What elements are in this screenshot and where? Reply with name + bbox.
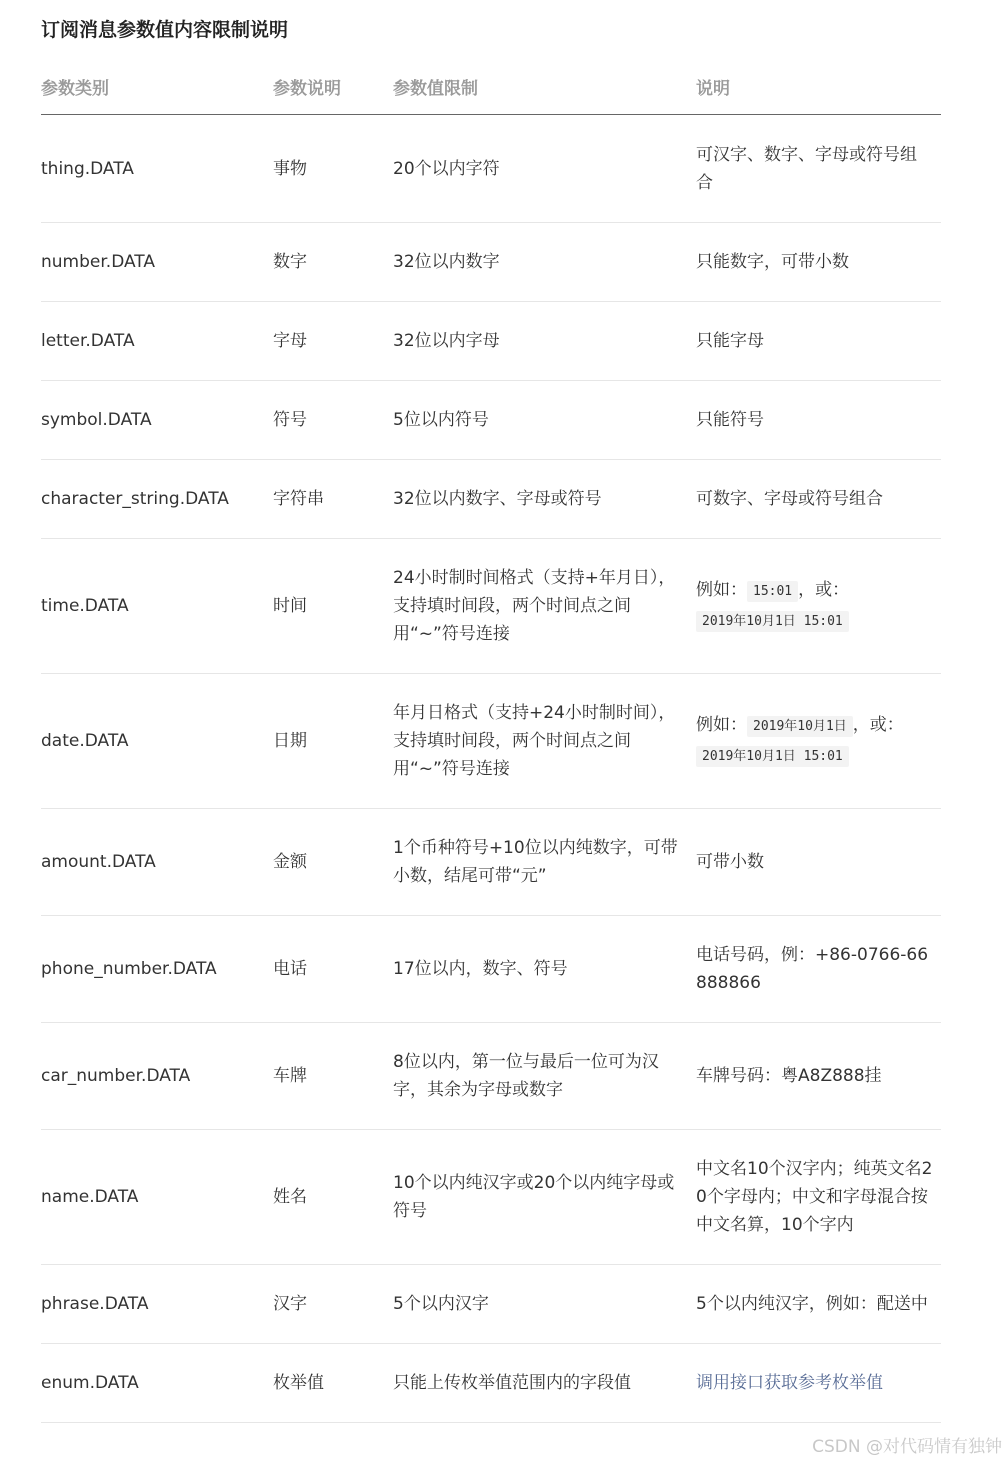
enum-reference-link[interactable]: 调用接口获取参考枚举值 <box>696 1373 883 1393</box>
cell-note <box>696 539 941 674</box>
inline-code: 2019年10月1日 15:01 <box>696 611 849 632</box>
cell-description: 车牌 <box>273 1023 393 1130</box>
cell-description: 汉字 <box>273 1265 393 1344</box>
inline-code: 2019年10月1日 15:01 <box>696 746 849 767</box>
cell-note: 只能字母 <box>696 302 941 381</box>
inline-code: 2019年10月1日 <box>747 716 853 737</box>
table-row <box>41 1023 941 1130</box>
cell-description: 数字 <box>273 223 393 302</box>
header-value-limit: 参数值限制 <box>393 64 696 115</box>
cell-description: 时间 <box>273 539 393 674</box>
header-note: 说明 <box>696 64 941 115</box>
page-title: 订阅消息参数值内容限制说明 <box>41 19 289 41</box>
table-row <box>41 1344 941 1423</box>
cell-note: 中文名10个汉字内；纯英文名20个字母内；中文和字母混合按中文名算，10个字内 <box>696 1130 941 1265</box>
cell-value-limit: 5位以内符号 <box>393 381 696 460</box>
table-row <box>41 381 941 460</box>
param-limits-table <box>41 64 941 1423</box>
cell-description: 符号 <box>273 381 393 460</box>
cell-value-limit: 24小时制时间格式（支持+年月日），支持填时间段，两个时间点之间用“~”符号连接 <box>393 539 696 674</box>
cell-description: 事物 <box>273 115 393 223</box>
cell-value-limit: 32位以内数字、字母或符号 <box>393 460 696 539</box>
cell-category: enum.DATA <box>41 1344 273 1423</box>
cell-category: letter.DATA <box>41 302 273 381</box>
cell-value-limit: 8位以内，第一位与最后一位可为汉字，其余为字母或数字 <box>393 1023 696 1130</box>
note-separator: ，或： <box>852 715 904 735</box>
cell-category: thing.DATA <box>41 115 273 223</box>
cell-category: name.DATA <box>41 1130 273 1265</box>
cell-note: 电话号码，例：+86-0766-66888866 <box>696 916 941 1023</box>
cell-note: 可带小数 <box>696 809 941 916</box>
note-prefix: 例如： <box>696 580 747 600</box>
cell-note: 可汉字、数字、字母或符号组合 <box>696 115 941 223</box>
cell-note: 只能符号 <box>696 381 941 460</box>
cell-category: phone_number.DATA <box>41 916 273 1023</box>
cell-note <box>696 1344 941 1423</box>
note-prefix: 例如： <box>696 715 747 735</box>
cell-note: 可数字、字母或符号组合 <box>696 460 941 539</box>
cell-category: amount.DATA <box>41 809 273 916</box>
cell-category: symbol.DATA <box>41 381 273 460</box>
header-category: 参数类别 <box>41 64 273 115</box>
cell-value-limit: 年月日格式（支持+24小时制时间），支持填时间段，两个时间点之间用“~”符号连接 <box>393 674 696 809</box>
cell-description: 电话 <box>273 916 393 1023</box>
header-description: 参数说明 <box>273 64 393 115</box>
table-row <box>41 809 941 916</box>
cell-note: 只能数字，可带小数 <box>696 223 941 302</box>
cell-category: character_string.DATA <box>41 460 273 539</box>
table-row <box>41 223 941 302</box>
cell-value-limit: 5个以内汉字 <box>393 1265 696 1344</box>
cell-value-limit: 20个以内字符 <box>393 115 696 223</box>
table-row <box>41 302 941 381</box>
cell-value-limit: 10个以内纯汉字或20个以内纯字母或符号 <box>393 1130 696 1265</box>
cell-value-limit: 1个币种符号+10位以内纯数字，可带小数，结尾可带“元” <box>393 809 696 916</box>
table-row <box>41 1265 941 1344</box>
table-row <box>41 460 941 539</box>
cell-value-limit: 只能上传枚举值范围内的字段值 <box>393 1344 696 1423</box>
inline-code: 15:01 <box>747 581 798 602</box>
table-row <box>41 674 941 809</box>
cell-value-limit: 32位以内数字 <box>393 223 696 302</box>
cell-note <box>696 674 941 809</box>
cell-note: 车牌号码：粤A8Z888挂 <box>696 1023 941 1130</box>
note-separator: ，或： <box>798 580 850 600</box>
cell-description: 金额 <box>273 809 393 916</box>
csdn-watermark: CSDN @对代码情有独钟 <box>812 1437 1002 1457</box>
cell-category: car_number.DATA <box>41 1023 273 1130</box>
cell-note: 5个以内纯汉字，例如：配送中 <box>696 1265 941 1344</box>
cell-category: date.DATA <box>41 674 273 809</box>
cell-category: time.DATA <box>41 539 273 674</box>
cell-description: 字符串 <box>273 460 393 539</box>
cell-value-limit: 32位以内字母 <box>393 302 696 381</box>
cell-description: 姓名 <box>273 1130 393 1265</box>
table-row <box>41 539 941 674</box>
table-header-row <box>41 64 941 115</box>
table-row <box>41 1130 941 1265</box>
cell-value-limit: 17位以内，数字、符号 <box>393 916 696 1023</box>
cell-description: 字母 <box>273 302 393 381</box>
table-row <box>41 115 941 223</box>
cell-description: 枚举值 <box>273 1344 393 1423</box>
table-row <box>41 916 941 1023</box>
cell-description: 日期 <box>273 674 393 809</box>
cell-category: number.DATA <box>41 223 273 302</box>
cell-category: phrase.DATA <box>41 1265 273 1344</box>
